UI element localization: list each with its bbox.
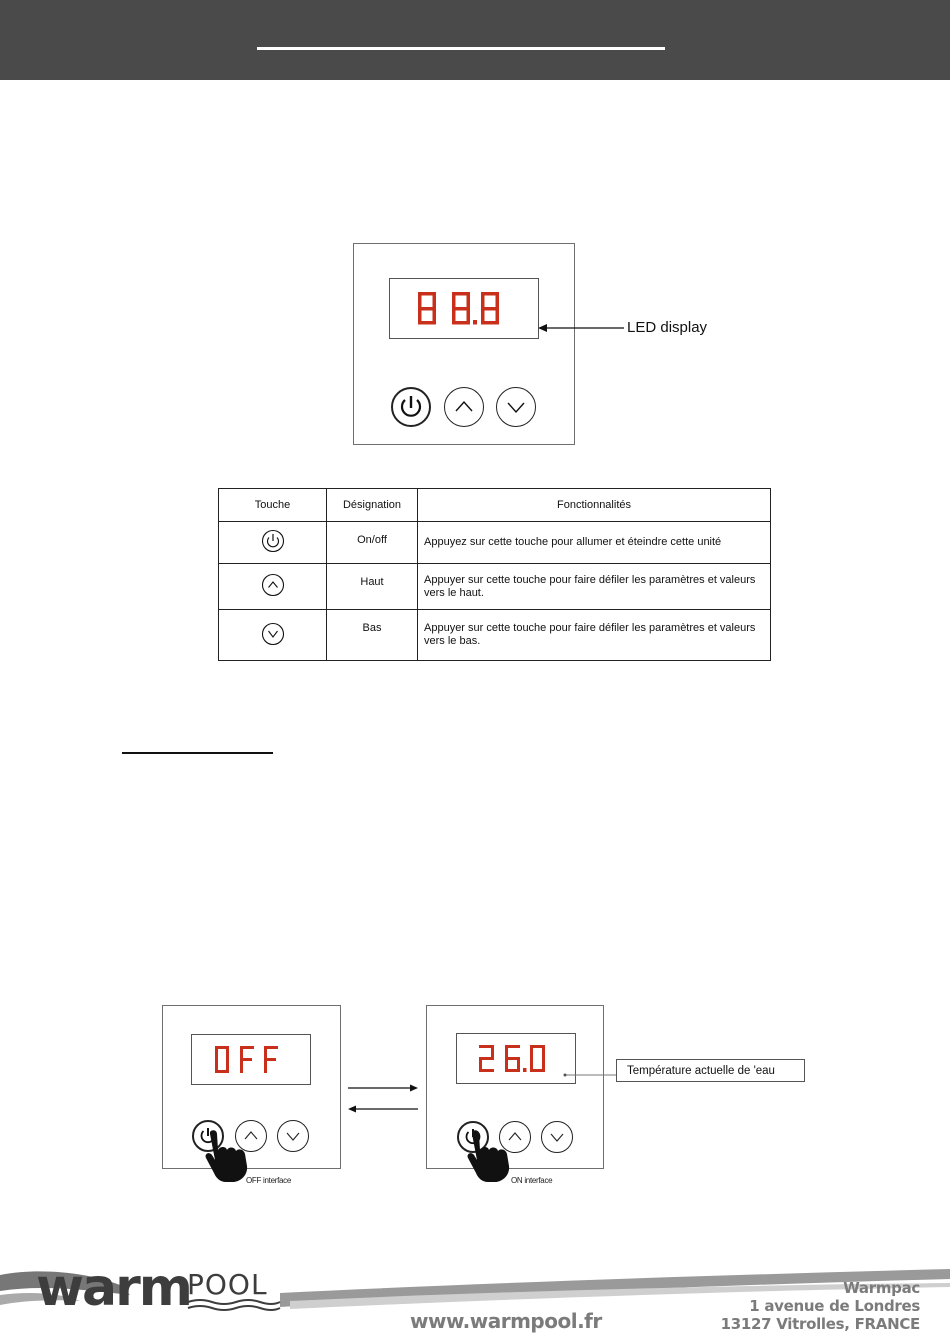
table-cell-name: On/off: [327, 522, 418, 564]
power-icon: [393, 389, 429, 425]
temperature-label-box: Température actuelle de 'eau: [616, 1059, 805, 1082]
warmpool-logo-pool: POOL: [187, 1268, 268, 1301]
warmpool-logo: warm: [36, 1258, 191, 1318]
chevron-down-icon: [497, 388, 535, 426]
off-down-button[interactable]: [277, 1120, 309, 1152]
table-cell-name: Bas: [327, 610, 418, 661]
company-city: 13127 Vitrolles, FRANCE: [720, 1315, 920, 1333]
website-link[interactable]: www.warmpool.fr: [410, 1309, 602, 1333]
power-icon: [260, 528, 286, 554]
off-interface-caption: OFF interface: [246, 1176, 292, 1185]
chevron-down-icon: [278, 1121, 308, 1151]
table-cell-name: Haut: [327, 564, 418, 610]
table-row: [219, 522, 771, 564]
power-button[interactable]: [391, 387, 431, 427]
table-header-row: [219, 489, 771, 522]
on-down-button[interactable]: [541, 1121, 573, 1153]
on-interface-caption: ON interface: [511, 1176, 553, 1185]
up-button[interactable]: [444, 387, 484, 427]
temperature-callout-line: [562, 1070, 618, 1080]
off-display-digits: [192, 1035, 310, 1084]
header-bar: [0, 0, 950, 80]
table-cell-desc: Appuyez sur cette touche pour allumer et éteindre cette unité: [418, 522, 771, 564]
chevron-down-icon: [542, 1122, 572, 1152]
on-display-digits: [457, 1034, 575, 1083]
led-display: [389, 278, 539, 339]
led-display-label: LED display: [627, 319, 708, 336]
header-designation: Désignation: [327, 489, 418, 522]
company-name: Warmpac: [843, 1279, 920, 1297]
company-address: [721, 1279, 920, 1333]
led-display-digits: [390, 279, 538, 338]
header-fonctionnalites: Fonctionnalités: [418, 489, 771, 522]
function-table: [218, 488, 771, 661]
section-heading-rule: [122, 752, 273, 754]
control-panel-diagram: [353, 243, 575, 445]
toggle-arrows: [344, 1078, 422, 1118]
chevron-down-icon: [260, 621, 286, 647]
company-street: 1 avenue de Londres: [749, 1297, 920, 1315]
table-cell-desc: Appuyer sur cette touche pour faire défiler les paramètres et valeurs vers le haut.: [418, 564, 771, 610]
down-button[interactable]: [496, 387, 536, 427]
logo-waves: [186, 1298, 282, 1312]
table-cell-desc: Appuyer sur cette touche pour faire défiler les paramètres et valeurs vers le bas.: [418, 610, 771, 661]
header-title-rule: [257, 47, 665, 50]
led-display-callout-arrow: [536, 320, 626, 336]
off-led-display: [191, 1034, 311, 1085]
header-touche: Touche: [219, 489, 327, 522]
on-led-display: [456, 1033, 576, 1084]
chevron-up-icon: [445, 388, 483, 426]
table-row: [219, 564, 771, 610]
chevron-up-icon: [260, 572, 286, 598]
table-row: [219, 610, 771, 661]
